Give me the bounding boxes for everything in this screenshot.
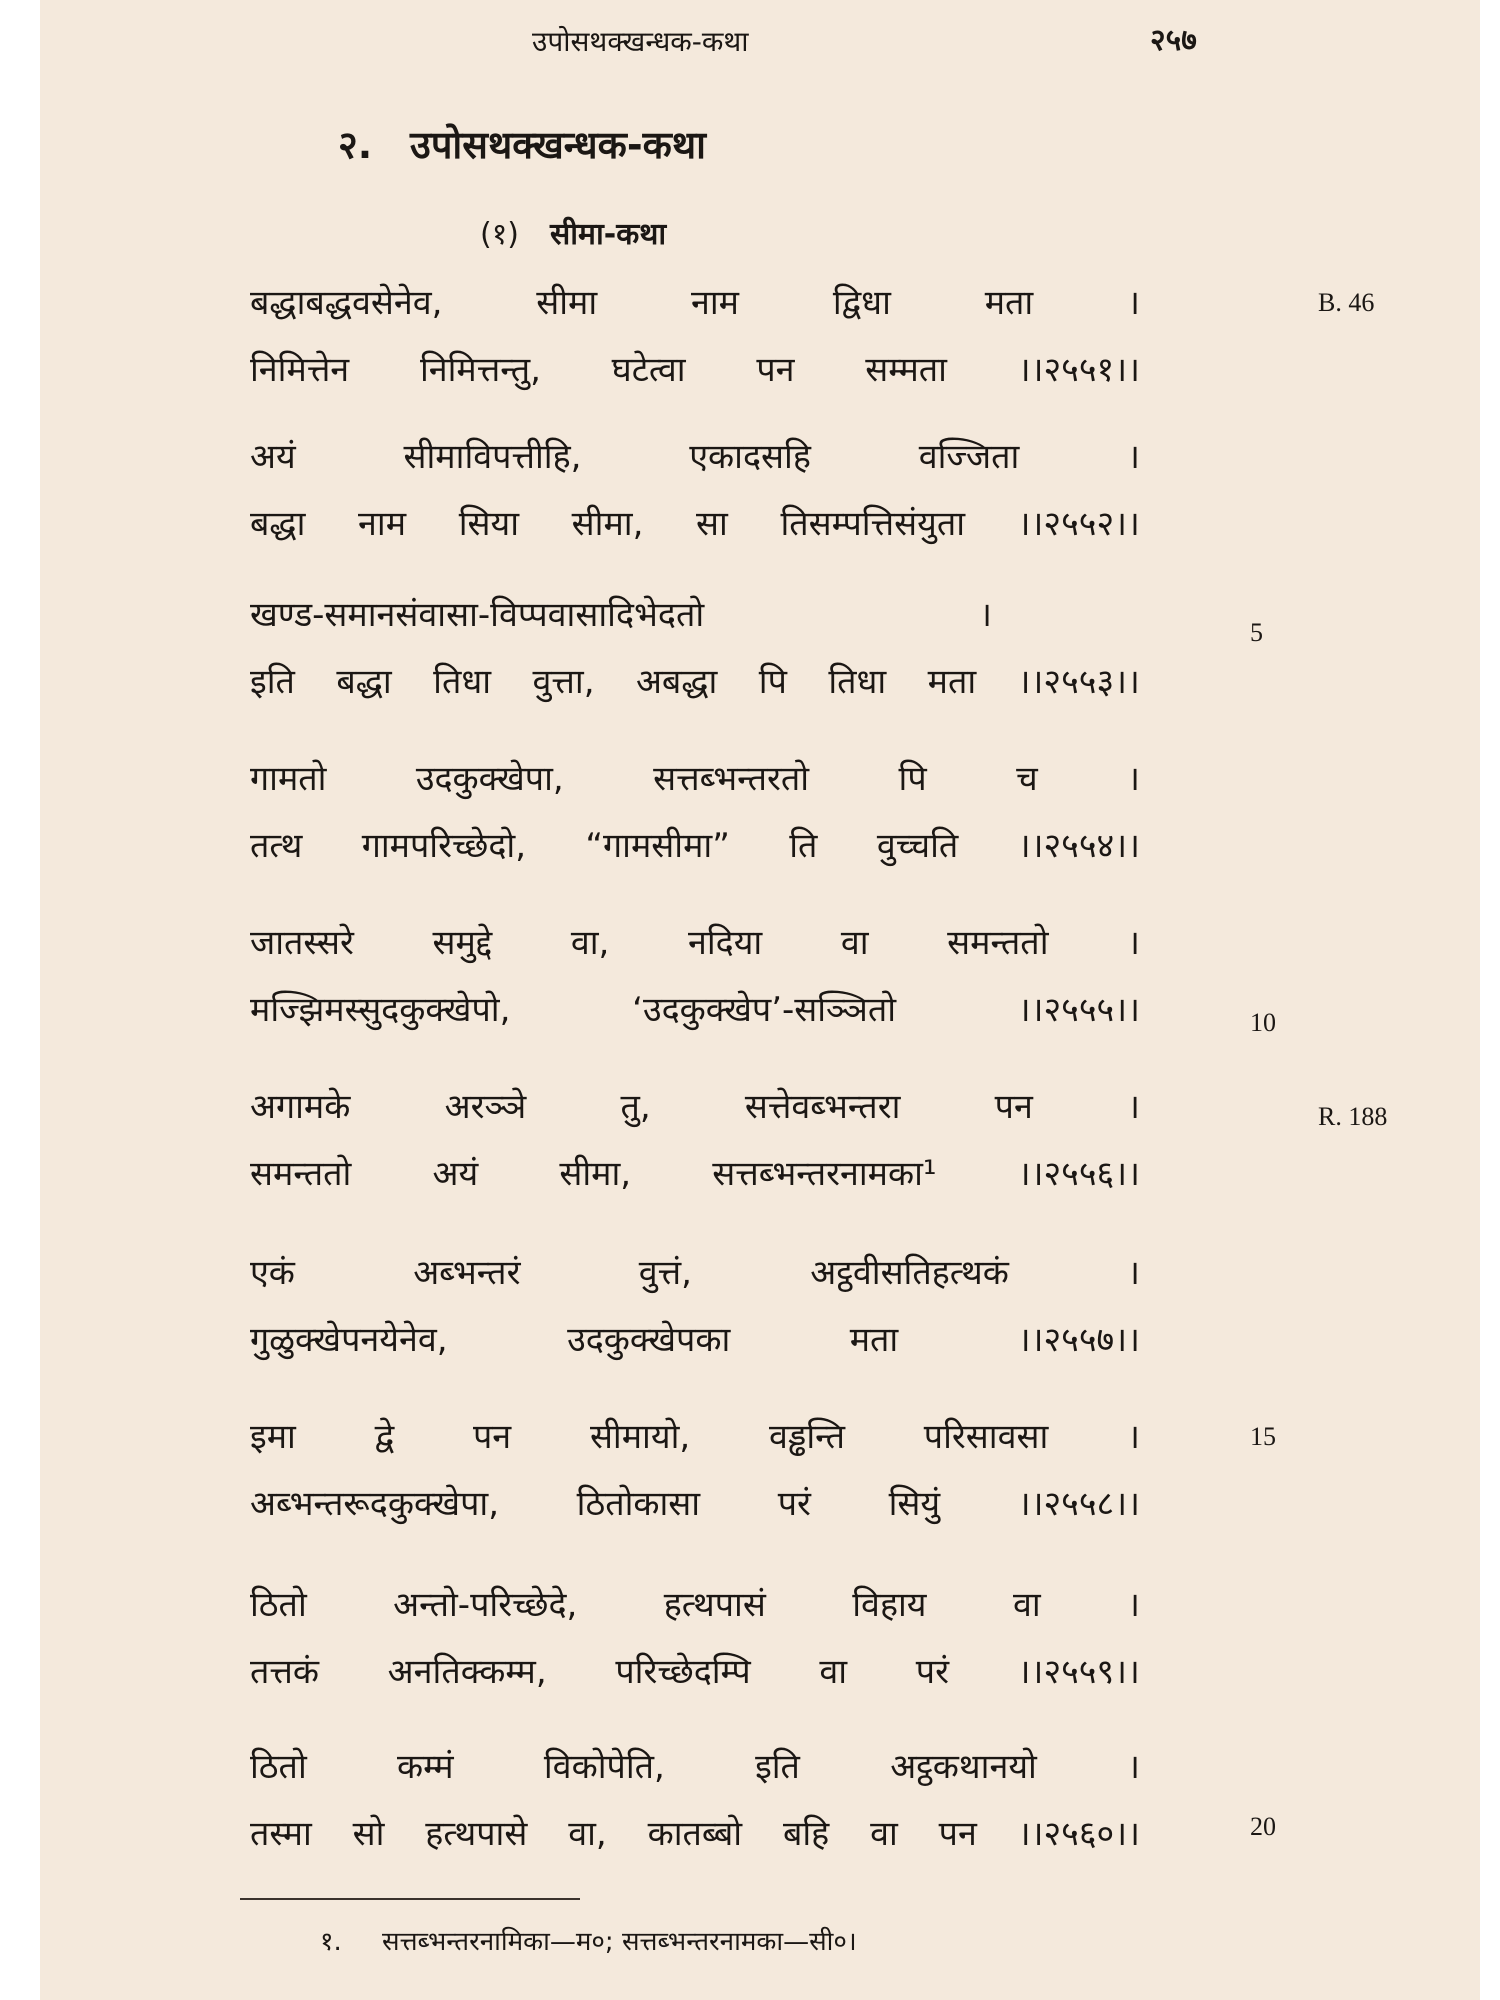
verse-word: वुच्चति: [876, 826, 959, 866]
verse-word: अट्ठवीसतिहत्थकं: [810, 1253, 1009, 1293]
verse-line: [250, 499, 1140, 545]
verse-word: द्वे: [374, 1417, 395, 1457]
verse-word: तिसम्पत्तिसंयुता: [780, 504, 966, 544]
verse-word: अरञ्ञे: [444, 1087, 527, 1127]
footnote-text: सत्तब्भन्तरनामिका—म०; सत्तब्भन्तरनामका—सी०।: [382, 1927, 857, 1957]
section-heading: [480, 212, 666, 253]
chapter-title: उपोसथक्खन्धक-कथा: [410, 123, 706, 167]
verse-word: परिसावसा: [923, 1417, 1049, 1457]
verse-line: [250, 821, 1140, 867]
verse-word: सीमा,: [559, 1154, 632, 1194]
verse-word: पन: [756, 350, 795, 390]
verse-word: सा: [696, 504, 728, 544]
verse-word: च: [1016, 759, 1038, 799]
verse-word: कातब्बो: [647, 1814, 743, 1854]
verse-line: [250, 1809, 1140, 1855]
verse-word: परं: [915, 1652, 949, 1692]
verse-word: ‘उदकुक्खेप’-सञ्ञितो: [632, 990, 896, 1030]
verse-word: ।।२५५८।।: [1017, 1484, 1140, 1524]
verse-line: [250, 278, 1140, 324]
verse-word: मज्झिमस्सुदकुक्खेपो,: [250, 990, 511, 1030]
verse-word: सत्तब्भन्तरतो: [653, 759, 810, 799]
verse-line: [250, 345, 1140, 391]
verse-word: इमा: [250, 1417, 296, 1457]
verse-word: विकोपेति,: [543, 1747, 665, 1787]
verse-word: ।: [1127, 923, 1140, 963]
verse-word: पन: [938, 1814, 977, 1854]
verse-word: तत्तकं: [250, 1652, 319, 1692]
verse-word: जातस्सरे: [250, 923, 354, 963]
verse-word: इति: [755, 1747, 800, 1787]
verse-word: ठितोकासा: [576, 1484, 701, 1524]
verse-line: [250, 657, 1140, 703]
verse-word: गामतो: [250, 759, 327, 799]
verse-line: [250, 754, 1140, 800]
verse-word: अबद्धा: [635, 662, 718, 702]
verse-word: वा: [1012, 1585, 1041, 1625]
verse-word: तिधा: [433, 662, 492, 702]
verse-word: नाम: [358, 504, 407, 544]
footnote-rule: [240, 1898, 580, 1900]
verse-word: वा,: [570, 923, 610, 963]
verse-word: इति: [250, 662, 295, 702]
margin-line-10: 10: [1250, 1008, 1276, 1037]
verse-word: नदिया: [687, 923, 763, 963]
verse-word: पन: [994, 1087, 1033, 1127]
verse-word: अनतिक्कम्म,: [387, 1652, 547, 1692]
verse-line: [250, 432, 1140, 478]
verse-word: परिच्छेदम्पि: [615, 1652, 751, 1692]
verse-word: ।: [979, 595, 992, 635]
verse-word: नाम: [691, 283, 740, 323]
verse-word: वा: [870, 1814, 898, 1854]
verse-line: [250, 918, 1140, 964]
verse-word: मता: [849, 1320, 899, 1360]
verse-word: निमित्तेन: [250, 350, 350, 390]
verse-word: वा: [819, 1652, 848, 1692]
verse-line: [250, 1580, 1140, 1626]
verse-word: उदकुक्खेपा,: [415, 759, 564, 799]
verse-word: हत्थपासे: [425, 1814, 528, 1854]
verse-word: ।।२५५३।।: [1017, 662, 1140, 702]
verse-word: सत्तेवब्भन्तरा: [744, 1087, 901, 1127]
verse-word: ।: [1127, 1253, 1140, 1293]
verse-word: सो: [352, 1814, 385, 1854]
verse-word: उदकुक्खेपका: [567, 1320, 731, 1360]
verse-word: द्विधा: [832, 283, 891, 323]
verse-word: बहि: [782, 1814, 830, 1854]
verse-word: ।: [1127, 1747, 1140, 1787]
verse-line: [250, 1742, 1140, 1788]
verse-word: “गामसीमा”: [585, 826, 730, 866]
verse-line: [250, 1149, 1140, 1195]
section-number: (१): [480, 217, 520, 252]
verse-line: [250, 1315, 1140, 1361]
verse-word: सिया: [458, 504, 520, 544]
verse-word: वड्ढन्ति: [768, 1417, 845, 1457]
verse-word: सत्तब्भन्तरनामका¹: [712, 1154, 937, 1194]
verse-word: अयं: [250, 437, 296, 477]
verse-word: तस्मा: [250, 1814, 312, 1854]
verse-word: समन्ततो: [250, 1154, 352, 1194]
verse-word: बद्धाबद्धवसेनेव,: [250, 283, 443, 323]
verse-word: ।: [1127, 283, 1140, 323]
footnote-number: १.: [320, 1927, 342, 1957]
verse-word: मता: [984, 283, 1034, 323]
verse-word: वज्जिता: [918, 437, 1020, 477]
verse-word: हत्थपासं: [663, 1585, 766, 1625]
verse-word: ।: [1127, 437, 1140, 477]
verse-word: ।।२५५२।।: [1017, 504, 1140, 544]
margin-ref-r188: R. 188: [1318, 1102, 1388, 1131]
verse-word: गुळुक्खेपनयेनेव,: [250, 1320, 448, 1360]
verse-word: ।।२५५९।।: [1017, 1652, 1140, 1692]
verse-word: मता: [927, 662, 977, 702]
verse-word: अब्भन्तरं: [413, 1253, 521, 1293]
verse-word: निमित्तन्तु,: [419, 350, 541, 390]
verse-word: सम्मता: [865, 350, 947, 390]
running-header: उपोसथक्खन्धक-कथा: [532, 25, 749, 58]
verse-word: ।: [1127, 759, 1140, 799]
verse-word: अगामके: [250, 1087, 351, 1127]
verse-word: ठितो: [250, 1585, 307, 1625]
verse-word: ।।२५५७।।: [1017, 1320, 1140, 1360]
verse-word: बद्धा: [250, 504, 306, 544]
verse-word: तु,: [620, 1087, 651, 1127]
verse-word: खण्ड-समानसंवासा-विप्पवासादिभेदतो: [250, 595, 705, 635]
verse-line: [250, 590, 992, 636]
verse-word: वा,: [568, 1814, 607, 1854]
verse-line: [250, 1082, 1140, 1128]
verse-word: विहाय: [852, 1585, 927, 1625]
verse-word: पि: [898, 759, 927, 799]
verse-word: समुद्दे: [432, 923, 493, 963]
verse-word: अट्ठकथानयो: [890, 1747, 1037, 1787]
margin-line-5: 5: [1250, 618, 1263, 647]
verse-word: गामपरिच्छेदो,: [361, 826, 527, 866]
verse-word: बद्धा: [336, 662, 392, 702]
verse-word: अब्भन्तरूदकुक्खेपा,: [250, 1484, 500, 1524]
verse-word: पि: [758, 662, 787, 702]
verse-word: सीमायो,: [589, 1417, 691, 1457]
verse-word: समन्ततो: [947, 923, 1049, 963]
verse-word: तत्थ: [250, 826, 303, 866]
verse-word: ।।२५६०।।: [1017, 1814, 1140, 1854]
verse-word: सीमा,: [571, 504, 644, 544]
margin-line-20: 20: [1250, 1812, 1276, 1841]
verse-word: अयं: [432, 1154, 479, 1194]
verse-line: [250, 1647, 1140, 1693]
verse-word: वुत्ता,: [532, 662, 595, 702]
verse-word: परं: [777, 1484, 811, 1524]
verse-word: वा: [840, 923, 869, 963]
chapter-number: २.: [338, 123, 373, 167]
verse-word: ।।२५५६।।: [1017, 1154, 1140, 1194]
verse-word: अन्तो-परिच्छेदे,: [393, 1585, 578, 1625]
verse-word: एकादसहि: [689, 437, 811, 477]
verse-word: ।।२५५४।।: [1017, 826, 1140, 866]
verse-word: कम्मं: [397, 1747, 454, 1787]
verse-line: [250, 1479, 1140, 1525]
verse-word: ति: [789, 826, 818, 866]
verse-word: ।।२५५५।।: [1017, 990, 1140, 1030]
verse-word: एकं: [250, 1253, 295, 1293]
verse-word: ठितो: [250, 1747, 307, 1787]
verse-word: तिधा: [828, 662, 887, 702]
section-title: सीमा-कथा: [550, 217, 667, 252]
verse-line: [250, 985, 1140, 1031]
verse-line: [250, 1412, 1140, 1458]
verse-line: [250, 1248, 1140, 1294]
footnote: [320, 1922, 857, 1958]
verse-word: वुत्तं,: [638, 1253, 692, 1293]
page-number: २५७: [1150, 23, 1197, 58]
margin-ref-b46: B. 46: [1318, 288, 1375, 317]
margin-line-15: 15: [1250, 1422, 1276, 1451]
verse-word: सीमाविपत्तीहि,: [403, 437, 582, 477]
verse-word: घटेत्वा: [611, 350, 686, 390]
verse-word: ।।२५५१।।: [1017, 350, 1140, 390]
verse-word: ।: [1127, 1087, 1140, 1127]
verse-word: ।: [1127, 1585, 1140, 1625]
verse-word: सीमा: [536, 283, 598, 323]
verse-word: ।: [1127, 1417, 1140, 1457]
chapter-heading: [338, 118, 706, 170]
verse-word: सियुं: [888, 1484, 941, 1524]
verse-word: पन: [472, 1417, 512, 1457]
